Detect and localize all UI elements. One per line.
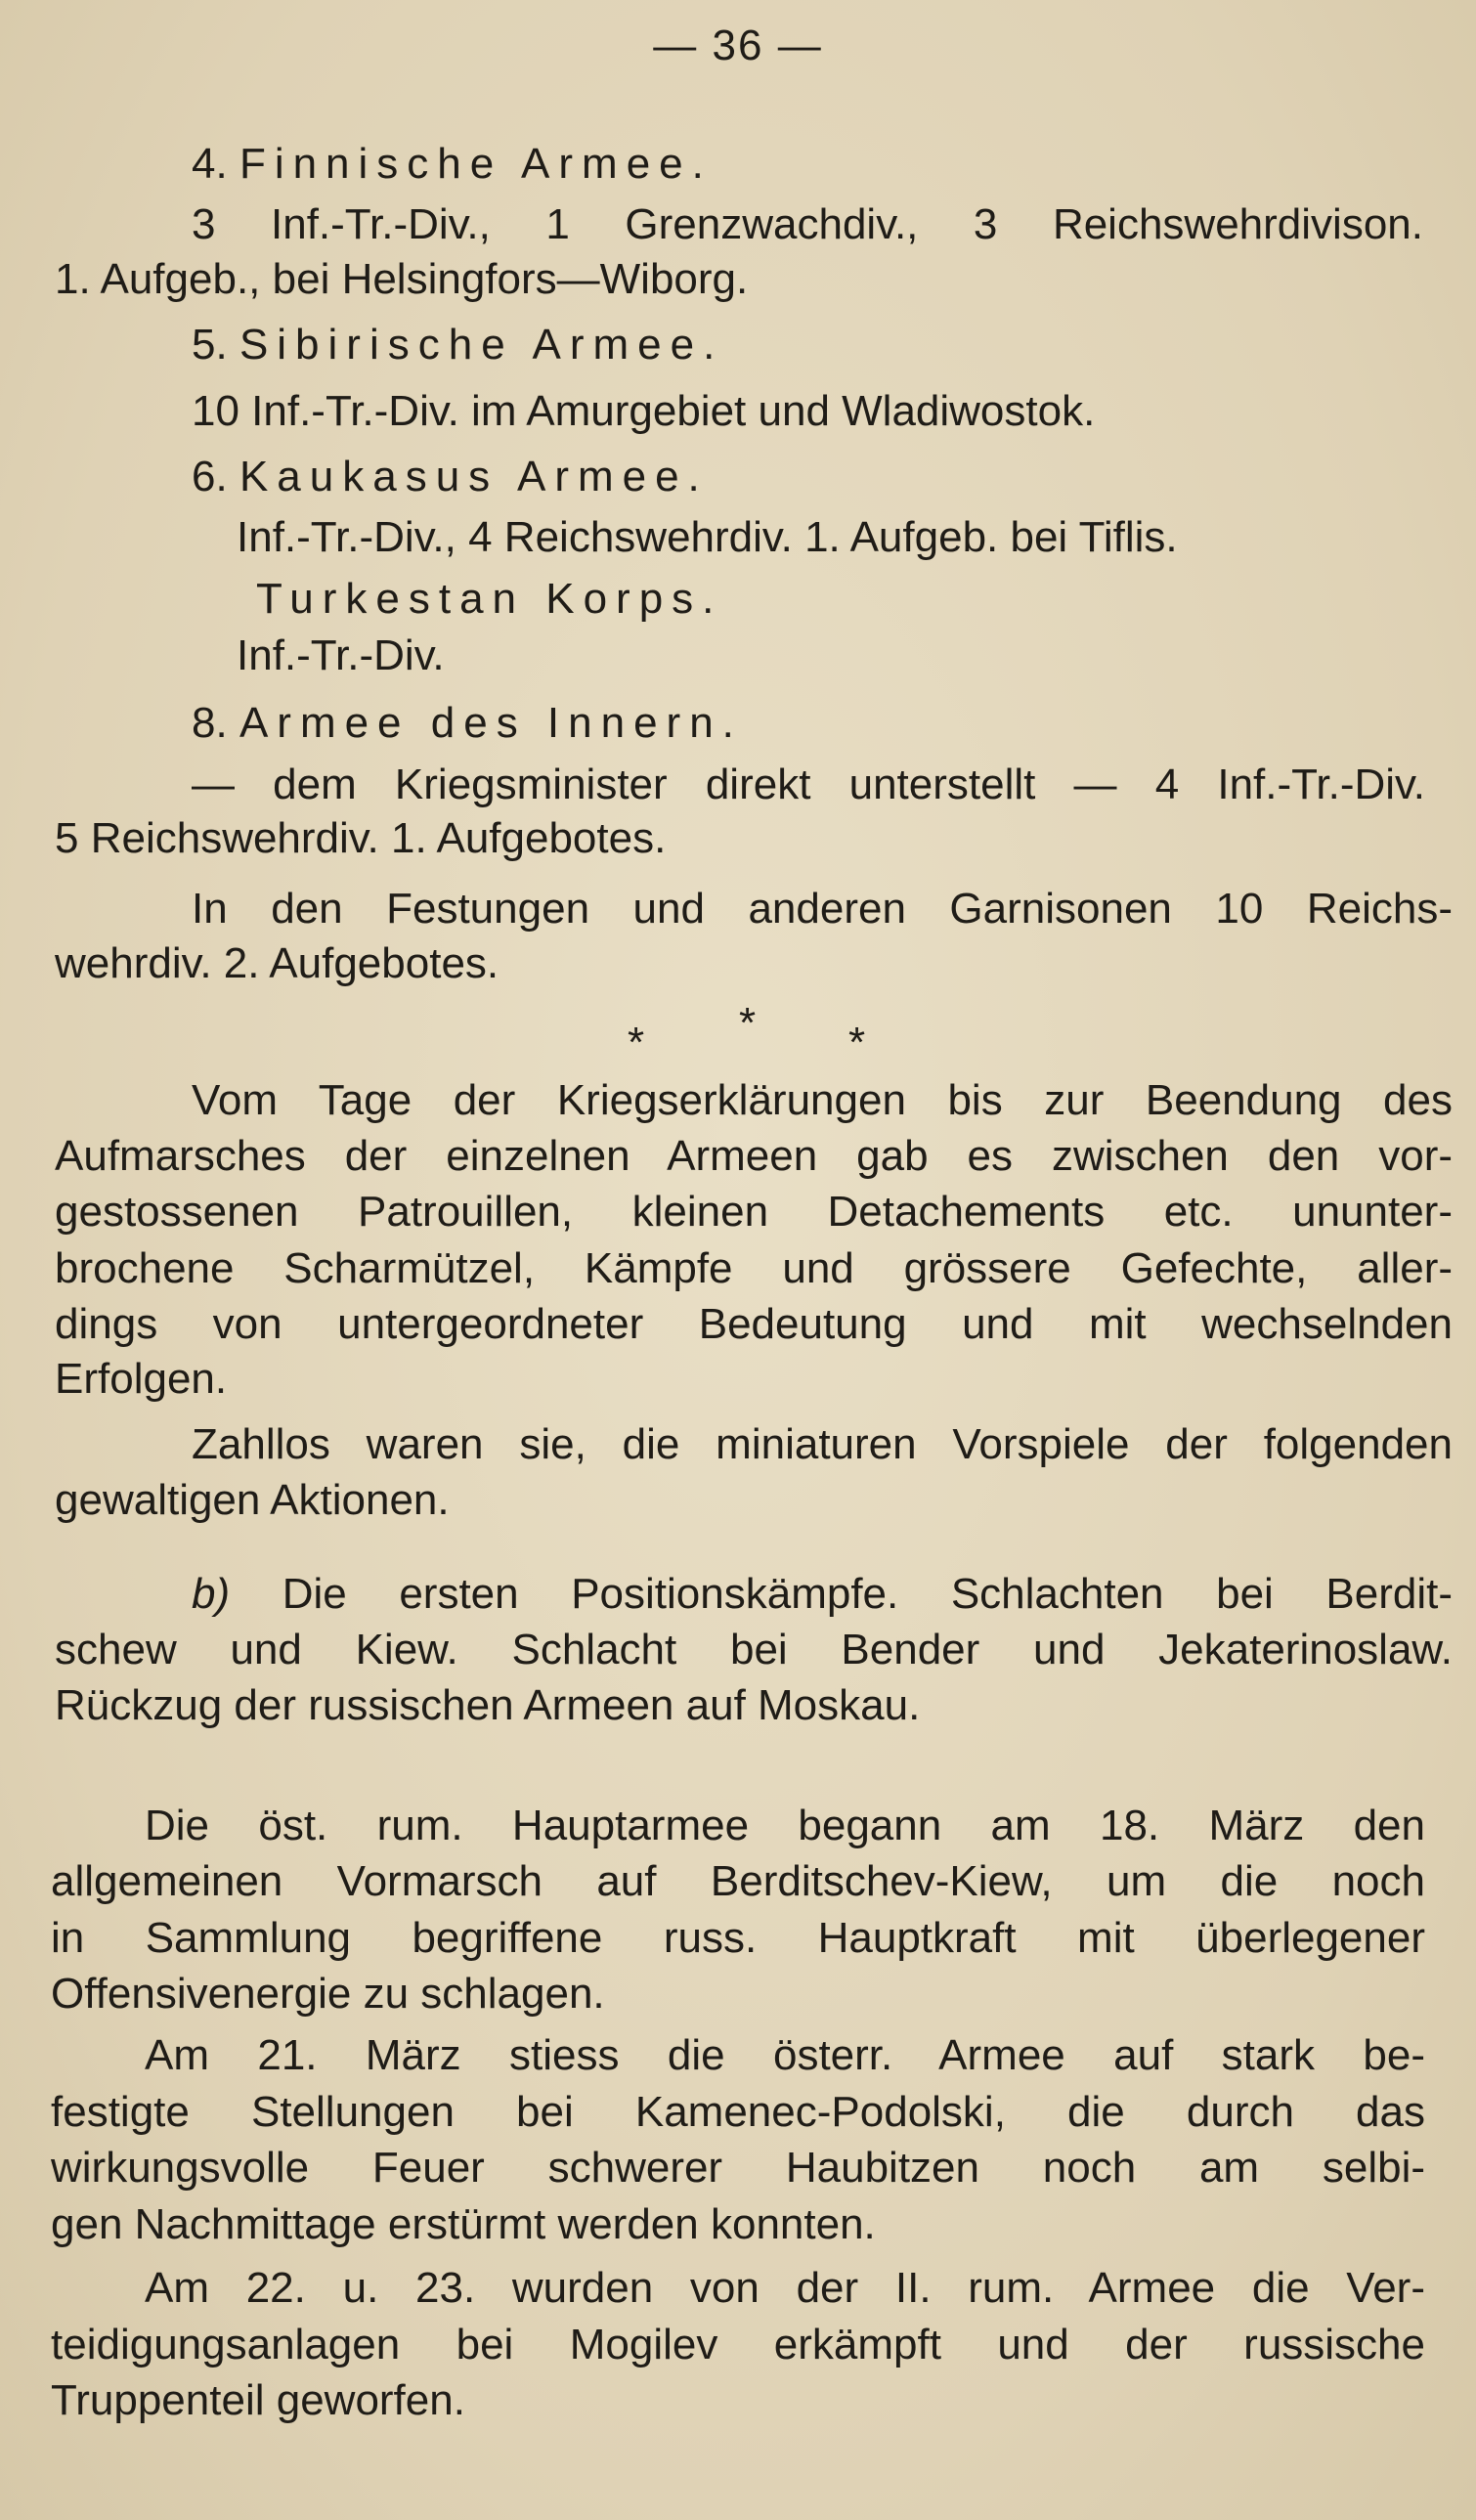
preludes-line-1: Zahllos waren sie, die miniaturen Vorspiele der folgenden bbox=[192, 1420, 1453, 1468]
section-b-line-3: Rückzug der russischen Armeen auf Moskau. bbox=[55, 1681, 921, 1729]
section-b-label: b) bbox=[192, 1570, 231, 1618]
interior-army-number: 8. bbox=[192, 699, 228, 747]
section-b-line-2: schew und Kiew. Schlacht bei Bender und Jekaterinoslaw. bbox=[55, 1626, 1453, 1673]
skirmishes-line-6: Erfolgen. bbox=[55, 1355, 228, 1403]
interior-army-heading bbox=[192, 696, 743, 751]
section-b-line-1 bbox=[192, 1567, 1453, 1622]
skirmishes-line-4: brochene Scharmützel, Kämpfe und grössere Gefechte, aller- bbox=[55, 1244, 1453, 1292]
skirmishes-line-2: Aufmarsches der einzelnen Armeen gab es zwischen den vor- bbox=[55, 1132, 1453, 1180]
march22-line-1: Am 22. u. 23. wurden von der II. rum. Armee die Ver- bbox=[145, 2264, 1425, 2312]
march21-line-3: wirkungsvolle Feuer schwerer Haubitzen noch am selbi- bbox=[51, 2144, 1425, 2192]
section-separator bbox=[606, 999, 899, 1067]
separator-asterisk-1: * bbox=[628, 1019, 645, 1066]
main-army-line-4: Offensivenergie zu schlagen. bbox=[51, 1970, 605, 2018]
separator-asterisk-2: * bbox=[739, 999, 757, 1047]
skirmishes-line-5: dings von untergeordneter Bedeutung und mit wechselnden bbox=[55, 1300, 1453, 1348]
march21-line-1: Am 21. März stiess die österr. Armee auf stark be- bbox=[145, 2031, 1425, 2079]
turkestan-corps-heading: Turkestan Korps. bbox=[256, 575, 723, 623]
finnish-army-line-1: 3 Inf.-Tr.-Div., 1 Grenzwachdiv., 3 Reichswehrdivison. bbox=[192, 200, 1423, 248]
main-army-line-2: allgemeinen Vormarsch auf Berditschev-Kiew, um die noch bbox=[51, 1857, 1425, 1905]
interior-army-name: Armee des Innern. bbox=[239, 699, 743, 747]
caucasus-army-line-1: Inf.-Tr.-Div., 4 Reichswehrdiv. 1. Aufgeb. bei Tiflis. bbox=[237, 513, 1178, 561]
main-army-line-1: Die öst. rum. Hauptarmee begann am 18. März den bbox=[145, 1802, 1425, 1849]
siberian-army-number: 5. bbox=[192, 321, 228, 369]
skirmishes-line-1: Vom Tage der Kriegserklärungen bis zur Beendung des bbox=[192, 1076, 1453, 1124]
siberian-army-name: Sibirische Armee. bbox=[239, 321, 724, 369]
caucasus-army-number: 6. bbox=[192, 453, 228, 500]
turkestan-corps-line: Inf.-Tr.-Div. bbox=[237, 631, 445, 679]
finnish-army-line-2: 1. Aufgeb., bei Helsingfors—Wiborg. bbox=[55, 255, 749, 303]
fortresses-line-1: In den Festungen und anderen Garnisonen 10 Reichs- bbox=[192, 885, 1453, 933]
siberian-army-heading bbox=[192, 318, 723, 372]
main-army-line-3: in Sammlung begriffene russ. Hauptkraft mit überlegener bbox=[51, 1914, 1425, 1962]
interior-army-line-2: 5 Reichswehrdiv. 1. Aufgebotes. bbox=[55, 814, 667, 862]
finnish-army-heading bbox=[192, 137, 713, 192]
march21-line-2: festigte Stellungen bei Kamenec-Podolski, die durch das bbox=[51, 2088, 1425, 2136]
finnish-army-name: Finnische Armee. bbox=[239, 140, 713, 188]
preludes-line-2: gewaltigen Aktionen. bbox=[55, 1476, 450, 1524]
interior-army-line-1: — dem Kriegsminister direkt unterstellt — 4 Inf.-Tr.-Div. bbox=[192, 760, 1425, 808]
march22-line-3: Truppenteil geworfen. bbox=[51, 2376, 465, 2424]
march21-line-4: gen Nachmittage erstürmt werden konnten. bbox=[51, 2200, 876, 2248]
march22-line-2: teidigungsanlagen bei Mogilev erkämpft und der russische bbox=[51, 2321, 1425, 2368]
section-b-title-1: Die ersten Positionskämpfe. Schlachten bei Berdit- bbox=[282, 1570, 1453, 1618]
fortresses-line-2: wehrdiv. 2. Aufgebotes. bbox=[55, 939, 499, 987]
separator-asterisk-3: * bbox=[848, 1019, 866, 1066]
caucasus-army-heading bbox=[192, 450, 709, 504]
page-number: — 36 — bbox=[653, 22, 823, 69]
finnish-army-number: 4. bbox=[192, 140, 228, 188]
caucasus-army-name: Kaukasus Armee. bbox=[239, 453, 709, 500]
siberian-army-line-1: 10 Inf.-Tr.-Div. im Amurgebiet und Wladiwostok. bbox=[192, 387, 1096, 435]
skirmishes-line-3: gestossenen Patrouillen, kleinen Detachements etc. ununter- bbox=[55, 1188, 1453, 1236]
